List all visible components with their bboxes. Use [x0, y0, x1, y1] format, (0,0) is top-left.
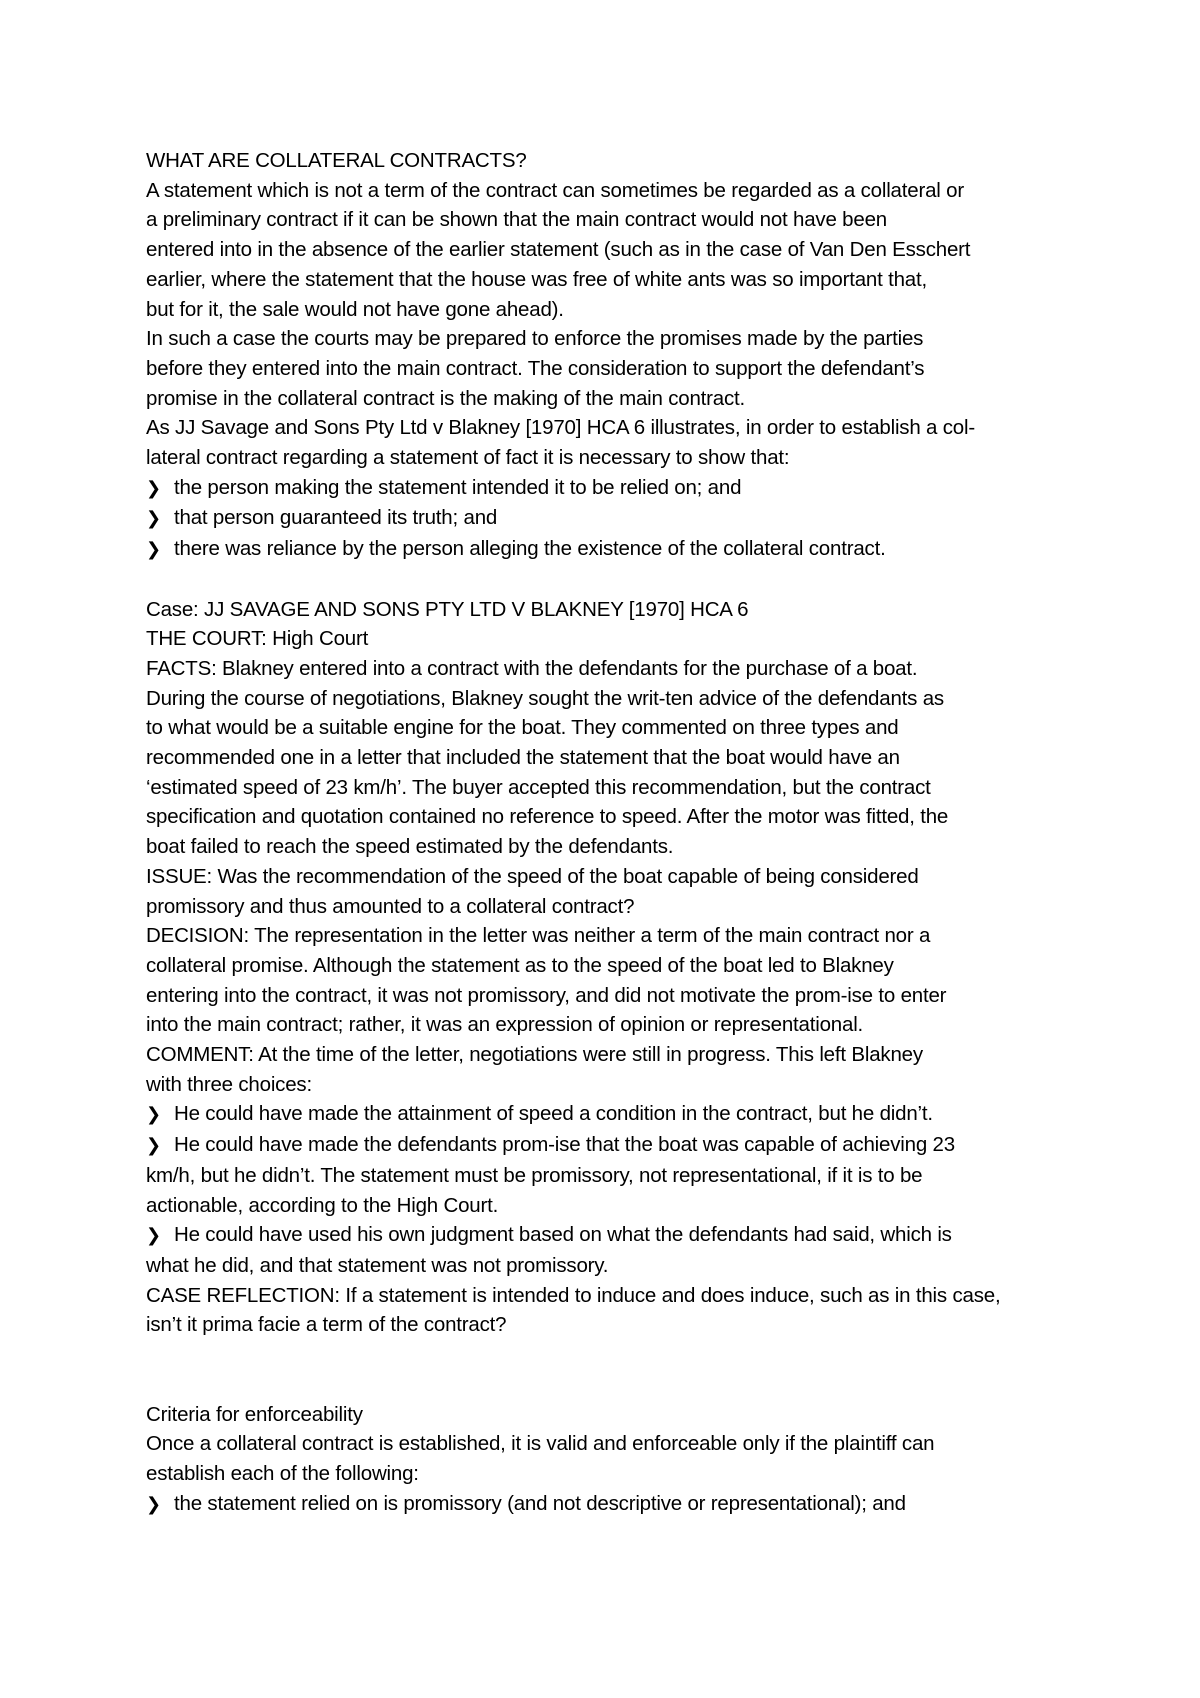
spacer [146, 1340, 1066, 1399]
bullet-item [146, 1489, 1066, 1520]
bullet-text: He could have made the attainment of speed a condition in the contract, but he didn’t. [174, 1102, 933, 1126]
case-facts-line: FACTS: Blakney entered into a contract with the defendants for the purchase of a boat. [146, 656, 918, 680]
bullet-chevron-icon: ❯ [146, 508, 161, 529]
case-facts-line: recommended one in a letter that included the statement that the boat would have an [146, 746, 900, 770]
bullet-chevron-icon: ❯ [146, 1104, 161, 1125]
case-decision-line: entering into the contract, it was not promissory, and did not motivate the prom-ise to enter [146, 983, 947, 1007]
spacer [146, 565, 1066, 595]
paragraph-line: entered into in the absence of the earlier statement (such as in the case of Van Den Esschert [146, 238, 971, 262]
case-facts-line: specification and quotation contained no reference to speed. After the motor was fitted, the [146, 805, 949, 829]
bullet-item [146, 473, 1066, 504]
section-heading-criteria: Criteria for enforceability [146, 1402, 363, 1426]
paragraph-line: before they entered into the main contract. The consideration to support the defendant’s [146, 356, 925, 380]
bullet-item [146, 1099, 1066, 1130]
case-facts-line: boat failed to reach the speed estimated by the defendants. [146, 835, 674, 859]
bullet-continuation: km/h, but he didn’t. The statement must be promissory, not representational, if it is to be [146, 1163, 923, 1187]
bullet-item [146, 1130, 1066, 1161]
case-issue-line: promissory and thus amounted to a collateral contract? [146, 894, 635, 918]
bullet-text: He could have made the defendants prom-ise that the boat was capable of achieving 23 [174, 1133, 955, 1157]
bullet-text: He could have used his own judgment based on what the defendants had said, which is [174, 1223, 952, 1247]
paragraph-line: but for it, the sale would not have gone ahead). [146, 297, 564, 321]
bullet-chevron-icon: ❯ [146, 539, 161, 560]
paragraph-line: lateral contract regarding a statement of fact it is necessary to show that: [146, 446, 790, 470]
document-body [146, 146, 1066, 1519]
case-comment-line: COMMENT: At the time of the letter, negotiations were still in progress. This left Blakney [146, 1043, 923, 1067]
bullet-chevron-icon: ❯ [146, 1493, 161, 1514]
bullet-text: there was reliance by the person alleging the existence of the collateral contract. [174, 537, 886, 561]
case-facts-line: ‘estimated speed of 23 km/h’. The buyer accepted this recommendation, but the contract [146, 775, 931, 799]
paragraph-line: promise in the collateral contract is the making of the main contract. [146, 386, 746, 410]
bullet-continuation: actionable, according to the High Court. [146, 1193, 499, 1217]
case-decision-line: collateral promise. Although the statement as to the speed of the boat led to Blakney [146, 953, 894, 977]
paragraph-line: earlier, where the statement that the house was free of white ants was so important that, [146, 267, 927, 291]
case-facts-line: During the course of negotiations, Blakney sought the writ-ten advice of the defendants as [146, 686, 944, 710]
bullet-item [146, 1220, 1066, 1251]
paragraph-line: A statement which is not a term of the contract can sometimes be regarded as a collateral or [146, 178, 964, 202]
case-issue-line: ISSUE: Was the recommendation of the speed of the boat capable of being considered [146, 864, 919, 888]
bullet-continuation: what he did, and that statement was not promissory. [146, 1254, 609, 1277]
paragraph-line: a preliminary contract if it can be shown that the main contract would not have been [146, 208, 887, 232]
case-decision-line: into the main contract; rather, it was an expression of opinion or representational. [146, 1013, 864, 1037]
bullet-chevron-icon: ❯ [146, 477, 161, 498]
case-reflection-line: CASE REFLECTION: If a statement is intended to induce and does induce, such as in this case, [146, 1283, 1001, 1307]
paragraph-line: As JJ Savage and Sons Pty Ltd v Blakney [1970] HCA 6 illustrates, in order to establish a col- [146, 416, 975, 440]
case-reflection-line: isn’t it prima facie a term of the contract? [146, 1313, 507, 1337]
case-court: THE COURT: High Court [146, 627, 369, 651]
bullet-item [146, 503, 1066, 534]
section-heading-collateral-contracts: WHAT ARE COLLATERAL CONTRACTS? [146, 149, 527, 172]
bullet-text: that person guaranteed its truth; and [174, 506, 498, 530]
bullet-chevron-icon: ❯ [146, 1135, 161, 1156]
paragraph-line: In such a case the courts may be prepared to enforce the promises made by the parties [146, 327, 924, 351]
case-decision-line: DECISION: The representation in the letter was neither a term of the main contract nor a [146, 924, 931, 948]
case-facts-line: to what would be a suitable engine for the boat. They commented on three types and [146, 716, 899, 740]
paragraph-line: establish each of the following: [146, 1461, 419, 1485]
bullet-chevron-icon: ❯ [146, 1225, 161, 1246]
bullet-text: the statement relied on is promissory (and not descriptive or representational); and [174, 1491, 906, 1515]
bullet-text: the person making the statement intended it to be relied on; and [174, 475, 742, 499]
bullet-item [146, 534, 1066, 565]
paragraph-line: Once a collateral contract is established, it is valid and enforceable only if the plaintiff can [146, 1432, 935, 1456]
case-title: Case: JJ SAVAGE AND SONS PTY LTD V BLAKNEY [1970] HCA 6 [146, 597, 749, 621]
case-comment-line: with three choices: [146, 1072, 312, 1096]
